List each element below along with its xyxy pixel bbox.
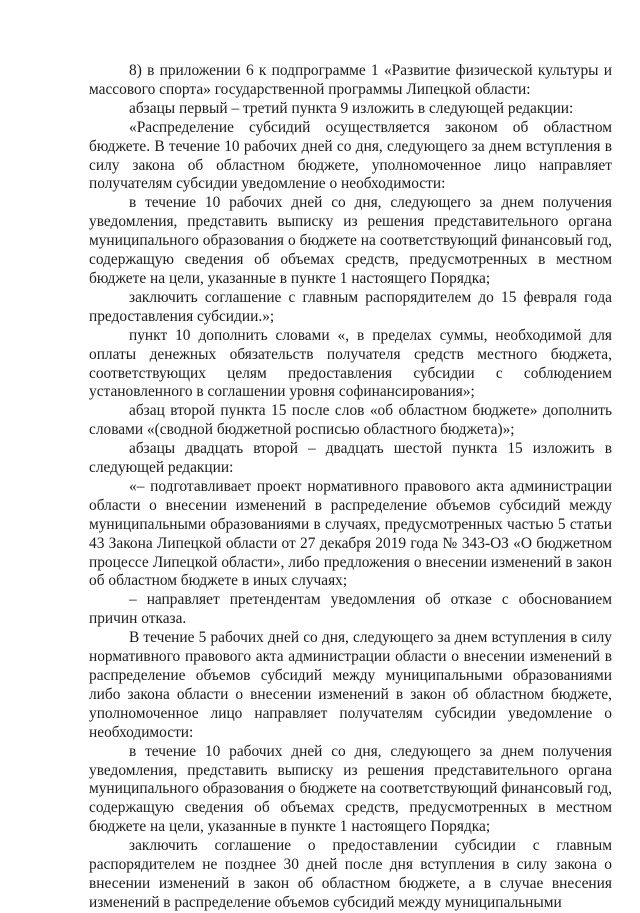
paragraph-subsidy-distribution: «Распределение субсидий осуществляется законом об областном бюджете. В течение 10 рабочих дней со дня, следующего за днем вступления в силу закона об областном бюджете, уполномоченное лицо направляет получателям субсидии уведомление о необходимости: xyxy=(89,118,612,193)
paragraph-item-15-addition: абзац второй пункта 15 после слов «об областном бюджете» дополнить словами «(сводной бюджетной росписью областного бюджета)»; xyxy=(89,402,612,439)
paragraph-item-9-amendment: абзацы первый – третий пункта 9 изложить в следующей редакции: xyxy=(129,99,574,117)
paragraph-item-15-restatement: абзацы двадцать второй – двадцать шестой пункта 15 изложить в следующей редакции: xyxy=(89,440,612,477)
paragraph-conclude-agreement: заключить соглашение о предоставлении субсидии с главным распорядителем не позднее 30 дней после дня вступления в силу закона о внесении изменений в закон об областном бюджете, а в случае внесения изменений в распределение объемов субсидий между муниципальными xyxy=(89,837,612,911)
paragraph-appendix-6-intro: 8) в приложении 6 к подпрограмме 1 «Развитие физической культуры и массового спорта» государственной программы Липецкой области: xyxy=(89,62,612,98)
paragraph-submit-extract: в течение 10 рабочих дней со дня, следующего за днем получения уведомления, представить выписку из решения представительного органа муниципального образования о бюджете на соответствующий финансовый год, содержащую сведения об объемах средств, предусмотренных в местном бюджете на цели, указанные в пункте 1 настоящего Порядка; xyxy=(89,194,612,287)
paragraph-submit-extract-repeat: в течение 10 рабочих дней со дня, следующего за днем получения уведомления, представить выписку из решения представительного органа муниципального образования о бюджете на соответствующий финансовый год, содержащую сведения об объемах средств, предусмотренных в местном бюджете на цели, указанные в пункте 1 настоящего Порядка; xyxy=(89,742,612,836)
paragraph-sign-agreement: заключить соглашение с главным распорядителем до 15 февраля года предоставления субсидии.»; xyxy=(89,288,612,325)
paragraph-five-days-notice: В течение 5 рабочих дней со дня, следующего за днем вступления в силу нормативного правового акта администрации области о внесении изменений в распределение объемов субсидий между муниципальными образованиями либо закона области о внесении изменений в закон об областном бюджете, уполномоченное лицо направляет получателям субсидии уведомление о необходимости: xyxy=(89,629,612,741)
paragraph-item-10-addition: пункт 10 дополнить словами «, в пределах суммы, необходимой для оплаты денежных обязательств получателя средств местного бюджета, соответствующих целям предоставления субсидии с соблюдением установленного в соглашении уровня софинансирования»; xyxy=(89,326,612,401)
paragraph-prepare-draft-act: «– подготавливает проект нормативного правового акта администрации области о внесении изменений в распределение объемов субсидий между муниципальными образованиями в случаях, предусмотренных частью 5 статьи 43 Закона Липецкой области от 27 декабря 2019 года № 343-ОЗ «О бюджетном процессе Липецкой области», либо предложения о внесении изменений в закон об областном бюджете в иных случаях; xyxy=(89,477,612,590)
document-body xyxy=(89,62,612,913)
paragraph-send-refusal: – направляет претендентам уведомления об отказе с обоснованием причин отказа. xyxy=(89,591,612,628)
